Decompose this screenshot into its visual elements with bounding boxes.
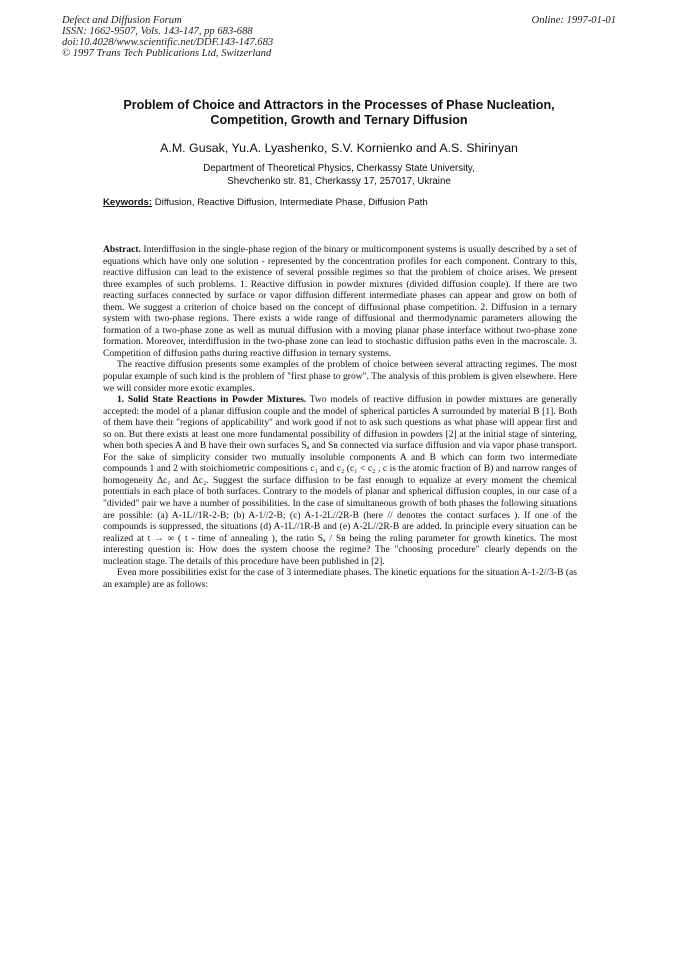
author-list: A.M. Gusak, Yu.A. Lyashenko, S.V. Kornienko and A.S. Shirinyan	[160, 141, 518, 155]
affiliation-line-2: Shevchenko str. 81, Cherkassy 17, 257017, Ukraine	[227, 175, 451, 187]
paper-title	[60, 98, 618, 128]
journal-name: Defect and Diffusion Forum	[62, 15, 182, 26]
title-line-1: Problem of Choice and Attractors in the Processes of Phase Nucleation,	[123, 98, 555, 112]
keywords-text: Diffusion, Reactive Diffusion, Intermediate Phase, Diffusion Path	[152, 197, 428, 208]
keywords-label: Keywords:	[103, 197, 153, 208]
section-1-paragraph	[103, 394, 577, 567]
journal-header	[62, 15, 273, 59]
keywords	[103, 197, 623, 209]
abstract-label: Abstract.	[103, 244, 141, 255]
affiliation-line-1: Department of Theoretical Physics, Cherkassy State University,	[203, 163, 475, 174]
section-1-heading: 1. Solid State Reactions in Powder Mixtures.	[117, 394, 307, 406]
section-1-text: Two models of reactive diffusion in powder mixtures are generally accepted: the model of a planar diffusion couple and the model of spherical particles A surrounded by material B [1]. Both of them have their "regions of applicability" and work good if not to ask such questions as what phase will appear first and so on. But there exists at least one more fundamental possibility of diffusion in powders [2] at the initial stage of sintering, when both species A and B have their own surfaces Sₐ and Sʙ connected via surface diffusion and via vapor phase transport. For the sake of simplicity consider two mutually insoluble components A and B which can form two intermediate compounds 1 and 2 with stoichiometric compositions c₁ and c₂ (c₁ < c₂ , c is the atomic fraction of B) and narrow ranges of homogeneity Δc₁ and Δc₂. Suggest the surface diffusion to be fast enough to equalize at every moment the chemical potentials in each place of both surfaces. Contrary to the models of planar and spherical diffusion couples, in our case of a "divided" pair we have a number of possibilities. In the case of simultaneous growth of both phases the following situations are possible: (a) A-1L//1R-2-B; (b) A-1//2-B; (c) A-1-2L//2R-B (here // denotes the contact surfaces ). If one of the compounds is suppressed, the situations (d) A-1L//1R-B and (e) A-2L//2R-B are added. In principle every situation can be realized at t → ∞ ( t - time of annealing ), the ratio Sₐ / Sʙ being the ruling parameter for growth kinetics. The most interesting question is: How does the system choose the regime? The "choosing procedure" clearly depends on the nucleation stage. The details of this procedure have been published in [2].	[103, 394, 577, 567]
intro-paragraph: The reactive diffusion presents some examples of the problem of choice between several attracting regimes. The most popular example of such kind is the problem of "first phase to grow". The analysis of this problem is given elsewhere. Here we will consider more exotic examples.	[103, 359, 577, 394]
title-line-2: Competition, Growth and Ternary Diffusion	[210, 113, 468, 127]
affiliation	[60, 163, 618, 188]
online-date: Online: 1997-01-01	[531, 15, 616, 26]
copyright-line: © 1997 Trans Tech Publications Ltd, Switzerland	[62, 48, 272, 59]
body-text	[103, 244, 577, 590]
doi-line: doi:10.4028/www.scientific.net/DDF.143-147.683	[62, 37, 274, 48]
kinetics-paragraph: Even more possibilities exist for the case of 3 intermediate phases. The kinetic equations for the situation A-1-2//3-B (as an example) are as follows:	[103, 567, 577, 590]
abstract-text: Interdiffusion in the single-phase region of the binary or multicomponent systems is usually described by a set of equations which have only one solution - represented by the concentration profiles for each component. Contrary to this, reactive diffusion can lead to the existence of several possible regimes so that the problem of choice arises. We present three examples of such problems. 1. Reactive diffusion in powder mixtures (divided diffusion couple). If there are two reacting surfaces connected by surface or vapor diffusion different intermediate phases can appear and grow on both of them. We suggest a criterion of choice based on the concept of diffusional phase competition. 2. Diffusion in a ternary system with two-phase regions. There exists a wide range of diffusional and thermodynamic parameters allowing the formation of a two-phase zone as well as mutual diffusion with a moving planar phase interface without two-phase zone formation. Moreover, interdiffusion in the two-phase zone can lead to stochastic diffusion paths even in the macroscale. 3. Competition of diffusion paths during reactive diffusion in ternary systems.	[103, 244, 577, 359]
issn-line: ISSN: 1662-9507, Vols. 143-147, pp 683-688	[62, 26, 253, 37]
abstract-paragraph	[103, 244, 577, 359]
